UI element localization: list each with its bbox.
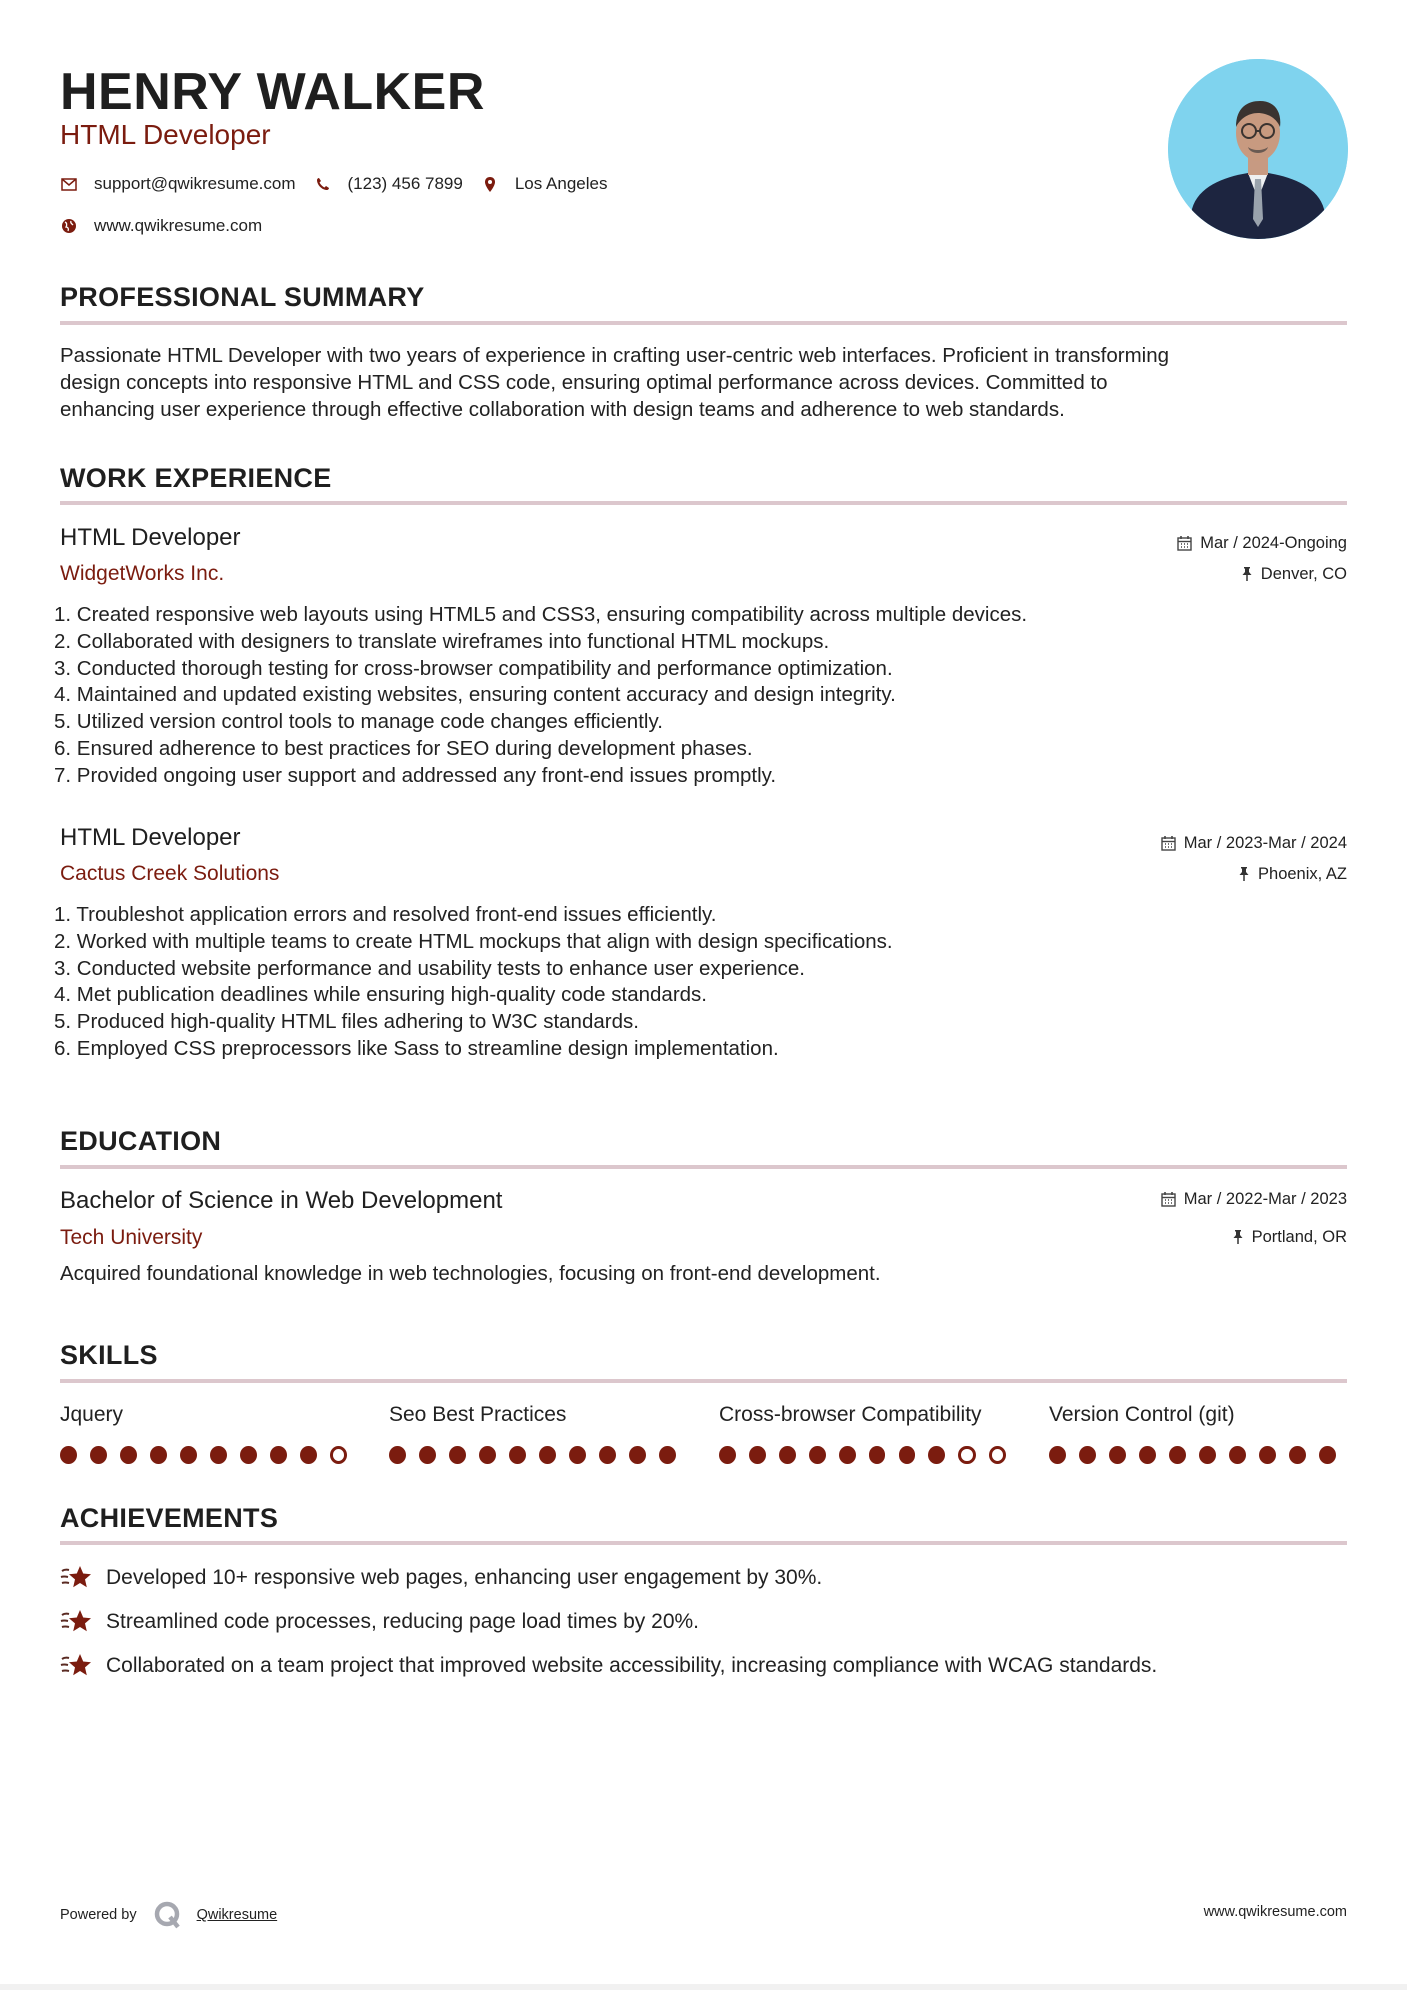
education-dates-text: Mar / 2022-Mar / 2023 bbox=[1183, 1190, 1347, 1208]
rating-dot-filled bbox=[1109, 1446, 1126, 1464]
job-dates-text: Mar / 2024-Ongoing bbox=[1200, 534, 1347, 552]
rating-dot-filled bbox=[1229, 1446, 1246, 1464]
pushpin-icon bbox=[1232, 1229, 1244, 1245]
summary-text bbox=[60, 343, 1350, 423]
rating-dot-filled bbox=[180, 1446, 197, 1464]
shooting-star-icon bbox=[60, 1607, 94, 1637]
rating-dot-filled bbox=[210, 1446, 227, 1464]
footer-powered-by bbox=[60, 1900, 277, 1930]
education-location-text: Portland, OR bbox=[1251, 1228, 1347, 1246]
skill-rating bbox=[60, 1446, 360, 1464]
school-name: Tech University bbox=[60, 1226, 203, 1249]
rating-dot-filled bbox=[150, 1446, 167, 1464]
list-item: 6. Employed CSS preprocessors like Sass to streamline design implementation. bbox=[54, 1036, 779, 1060]
email-text: support@qwikresume.com bbox=[94, 174, 296, 193]
footer-website[interactable]: www.qwikresume.com bbox=[1203, 1904, 1347, 1920]
job-location-text: Phoenix, AZ bbox=[1258, 865, 1347, 883]
education-description: Acquired foundational knowledge in web technologies, focusing on front-end development. bbox=[60, 1262, 881, 1285]
experience-heading: WORK EXPERIENCE bbox=[60, 463, 332, 493]
rating-dot-filled bbox=[719, 1446, 736, 1464]
achievements-heading: ACHIEVEMENTS bbox=[60, 1503, 279, 1533]
shooting-star-icon bbox=[60, 1651, 94, 1681]
candidate-role: HTML Developer bbox=[60, 119, 271, 150]
contact-phone[interactable] bbox=[314, 173, 463, 195]
rating-dot-filled bbox=[509, 1446, 526, 1464]
rating-dot-filled bbox=[928, 1446, 945, 1464]
rating-dot-empty bbox=[330, 1446, 347, 1464]
skill-name: Version Control (git) bbox=[1049, 1403, 1235, 1426]
page-bottom-edge bbox=[0, 1984, 1407, 1990]
rating-dot-filled bbox=[270, 1446, 287, 1464]
rating-dot-filled bbox=[60, 1446, 77, 1464]
job-responsibilities bbox=[54, 602, 1354, 790]
person-portrait-icon bbox=[1168, 59, 1348, 239]
job-company: WidgetWorks Inc. bbox=[60, 562, 225, 585]
rating-dot-filled bbox=[1169, 1446, 1186, 1464]
rating-dot-filled bbox=[1289, 1446, 1306, 1464]
list-item: 5. Utilized version control tools to manage code changes efficiently. bbox=[54, 710, 663, 734]
list-item: 4. Met publication deadlines while ensuring high-quality code standards. bbox=[54, 983, 707, 1007]
website-text: www.qwikresume.com bbox=[94, 216, 263, 235]
rating-dot-filled bbox=[599, 1446, 616, 1464]
skill-item bbox=[60, 1402, 360, 1464]
phone-text: (123) 456 7899 bbox=[347, 174, 463, 193]
rating-dot-filled bbox=[1079, 1446, 1096, 1464]
job-title: HTML Developer bbox=[60, 824, 241, 851]
rating-dot-filled bbox=[539, 1446, 556, 1464]
list-item: 3. Conducted website performance and usability tests to enhance user experience. bbox=[54, 956, 805, 980]
rating-dot-filled bbox=[1049, 1446, 1066, 1464]
rating-dot-filled bbox=[839, 1446, 856, 1464]
achievement-item bbox=[60, 1651, 1157, 1681]
pushpin-icon bbox=[1241, 566, 1253, 582]
job-responsibilities bbox=[54, 902, 1354, 1063]
rating-dot-filled bbox=[569, 1446, 586, 1464]
achievements-divider bbox=[60, 1541, 1347, 1545]
calendar-icon bbox=[1177, 535, 1192, 551]
list-item: 1. Created responsive web layouts using HTML5 and CSS3, ensuring compatibility across multiple devices. bbox=[54, 603, 1028, 626]
shooting-star-icon bbox=[60, 1563, 94, 1593]
powered-by-text: Powered by bbox=[60, 1907, 137, 1923]
list-item: 2. Worked with multiple teams to create HTML mockups that align with design specifications. bbox=[54, 929, 893, 953]
contact-location bbox=[481, 173, 608, 195]
rating-dot-filled bbox=[1319, 1446, 1336, 1464]
globe-icon bbox=[60, 217, 78, 235]
skills-divider bbox=[60, 1379, 1347, 1383]
rating-dot-filled bbox=[809, 1446, 826, 1464]
rating-dot-filled bbox=[1139, 1446, 1156, 1464]
rating-dot-filled bbox=[869, 1446, 886, 1464]
summary-divider bbox=[60, 321, 1347, 325]
skill-rating bbox=[389, 1446, 689, 1464]
list-item: 6. Ensured adherence to best practices for SEO during development phases. bbox=[54, 736, 753, 760]
rating-dot-filled bbox=[120, 1446, 137, 1464]
experience-divider bbox=[60, 501, 1347, 505]
rating-dot-filled bbox=[629, 1446, 646, 1464]
job-location bbox=[1241, 563, 1347, 585]
skill-rating bbox=[1049, 1446, 1349, 1464]
job-title: HTML Developer bbox=[60, 524, 241, 551]
skill-name: Jquery bbox=[60, 1403, 124, 1426]
job-company: Cactus Creek Solutions bbox=[60, 862, 280, 885]
skills-heading: SKILLS bbox=[60, 1340, 158, 1370]
rating-dot-filled bbox=[300, 1446, 317, 1464]
contact-row-2 bbox=[60, 215, 280, 237]
achievement-text: Developed 10+ responsive web pages, enhancing user engagement by 30%. bbox=[106, 1566, 823, 1589]
achievement-item bbox=[60, 1563, 822, 1593]
rating-dot-filled bbox=[899, 1446, 916, 1464]
list-item: 1. Troubleshot application errors and resolved front-end issues efficiently. bbox=[54, 903, 717, 926]
qwikresume-logo-icon bbox=[153, 1900, 183, 1930]
candidate-name: HENRY WALKER bbox=[60, 63, 485, 121]
location-text: Los Angeles bbox=[514, 174, 608, 193]
achievement-text: Collaborated on a team project that improved website accessibility, increasing compliance with WCAG standards. bbox=[106, 1654, 1158, 1677]
job-dates bbox=[1177, 532, 1347, 554]
calendar-icon bbox=[1161, 835, 1176, 851]
rating-dot-filled bbox=[419, 1446, 436, 1464]
rating-dot-filled bbox=[779, 1446, 796, 1464]
contact-row-1 bbox=[60, 173, 625, 195]
job-location-text: Denver, CO bbox=[1260, 565, 1347, 583]
rating-dot-filled bbox=[240, 1446, 257, 1464]
summary-heading: PROFESSIONAL SUMMARY bbox=[60, 282, 425, 312]
profile-photo bbox=[1168, 59, 1348, 239]
list-item: 4. Maintained and updated existing websites, ensuring content accuracy and design integrity. bbox=[54, 683, 896, 707]
envelope-icon bbox=[60, 175, 78, 193]
education-location bbox=[1232, 1226, 1347, 1248]
rating-dot-filled bbox=[659, 1446, 676, 1464]
skill-item bbox=[1049, 1402, 1349, 1464]
job-location bbox=[1238, 863, 1347, 885]
summary-line: Passionate HTML Developer with two years of experience in crafting user-centric web interfaces. Proficient in transforming bbox=[60, 344, 1170, 367]
degree-title: Bachelor of Science in Web Development bbox=[60, 1187, 503, 1214]
rating-dot-empty bbox=[989, 1446, 1006, 1464]
skill-rating bbox=[719, 1446, 1019, 1464]
achievement-text: Streamlined code processes, reducing page load times by 20%. bbox=[106, 1610, 700, 1633]
rating-dot-filled bbox=[1259, 1446, 1276, 1464]
list-item: 2. Collaborated with designers to translate wireframes into functional HTML mockups. bbox=[54, 629, 830, 653]
skill-name: Cross-browser Compatibility bbox=[719, 1403, 982, 1426]
education-dates bbox=[1161, 1188, 1347, 1210]
rating-dot-filled bbox=[449, 1446, 466, 1464]
skill-item bbox=[719, 1402, 1019, 1464]
rating-dot-filled bbox=[749, 1446, 766, 1464]
rating-dot-filled bbox=[1199, 1446, 1216, 1464]
calendar-icon bbox=[1161, 1191, 1176, 1207]
list-item: 5. Produced high-quality HTML files adhering to W3C standards. bbox=[54, 1010, 639, 1034]
list-item: 3. Conducted thorough testing for cross-browser compatibility and performance optimization. bbox=[54, 656, 893, 680]
contact-email[interactable] bbox=[60, 173, 296, 195]
job-dates bbox=[1161, 832, 1347, 854]
rating-dot-filled bbox=[389, 1446, 406, 1464]
job-dates-text: Mar / 2023-Mar / 2024 bbox=[1183, 834, 1347, 852]
contact-website[interactable] bbox=[60, 215, 262, 237]
education-divider bbox=[60, 1165, 1347, 1169]
list-item: 7. Provided ongoing user support and addressed any front-end issues promptly. bbox=[54, 763, 777, 787]
phone-icon bbox=[314, 175, 332, 193]
rating-dot-filled bbox=[479, 1446, 496, 1464]
qwikresume-link[interactable]: Qwikresume bbox=[196, 1907, 278, 1923]
summary-line: design concepts into responsive HTML and CSS code, ensuring optimal performance across devices. Committed to bbox=[60, 370, 1108, 394]
achievement-item bbox=[60, 1607, 699, 1637]
rating-dot-empty bbox=[958, 1446, 975, 1464]
map-pin-icon bbox=[481, 175, 499, 193]
pushpin-icon bbox=[1238, 866, 1250, 882]
skill-item bbox=[389, 1402, 689, 1464]
summary-line: enhancing user experience through effective collaboration with design teams and adherence to web standards. bbox=[60, 397, 1065, 421]
rating-dot-filled bbox=[90, 1446, 107, 1464]
skill-name: Seo Best Practices bbox=[389, 1403, 567, 1426]
education-heading: EDUCATION bbox=[60, 1126, 222, 1156]
